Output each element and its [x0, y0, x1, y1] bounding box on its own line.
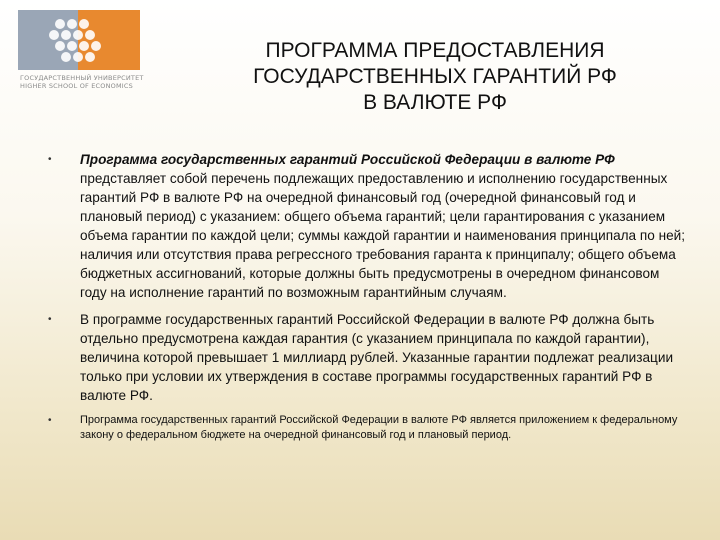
bullet-emphasis: Программа государственных гарантий Российской Федерации в валюте РФ: [80, 152, 615, 167]
bullet-marker: •: [48, 154, 52, 165]
title-line-1: ПРОГРАММА ПРЕДОСТАВЛЕНИЯ: [265, 39, 605, 62]
bullet-text: Программа государственных гарантий Российской Федерации в валюте РФ является приложением к федеральному закону о федеральном бюджете на очередной финансовый год и плановый период.: [80, 414, 678, 441]
bullet-paragraph: [80, 413, 688, 443]
logo-caption-line-2: HIGHER SCHOOL OF ECONOMICS: [20, 82, 133, 90]
bullet-paragraph: [80, 310, 688, 405]
bullet-item: [48, 150, 688, 302]
title-line-2: ГОСУДАРСТВЕННЫХ ГАРАНТИЙ РФ: [253, 65, 617, 88]
logo-caption: [20, 74, 144, 90]
bullet-marker: •: [48, 314, 52, 325]
bullet-paragraph: [80, 150, 688, 302]
logo-caption-line-1: ГОСУДАРСТВЕННЫЙ УНИВЕРСИТЕТ: [20, 74, 144, 82]
bullet-text: В программе государственных гарантий Российской Федерации в валюте РФ должна быть отдельно предусмотрена каждая гарантия (с указанием принципала по каждой гарантии), величина которой превышает 1 миллиард рублей. Указанные гарантии подлежат реализации только при условии их утверждения в составе программы государственных гарантий РФ в валюте РФ.: [80, 312, 674, 403]
bullet-marker: •: [48, 415, 52, 426]
bullet-item: [48, 413, 688, 443]
slide-title: [170, 38, 700, 116]
title-line-3: В ВАЛЮТЕ РФ: [363, 91, 507, 114]
logo-gray-block: [18, 10, 80, 70]
bullet-text: представляет собой перечень подлежащих предоставлению и исполнению государственных гарантий РФ в валюте РФ на очередной финансовый год (очередной финансовый год и плановый период) с указанием: общего объема гарантий; цели гарантирования с указанием объема гарантии по каждой цели; суммы каждой гарантии и наименования принципала по ней; наличия или отсутствия права регрессного требования гаранта к принципалу; общего объема бюджетных ассигнований, которые должны быть предусмотрены в очередном финансовом году на исполнение гарантий по возможным гарантийным случаям.: [80, 171, 686, 300]
bullet-item: [48, 310, 688, 405]
bullet-list: [48, 150, 688, 451]
